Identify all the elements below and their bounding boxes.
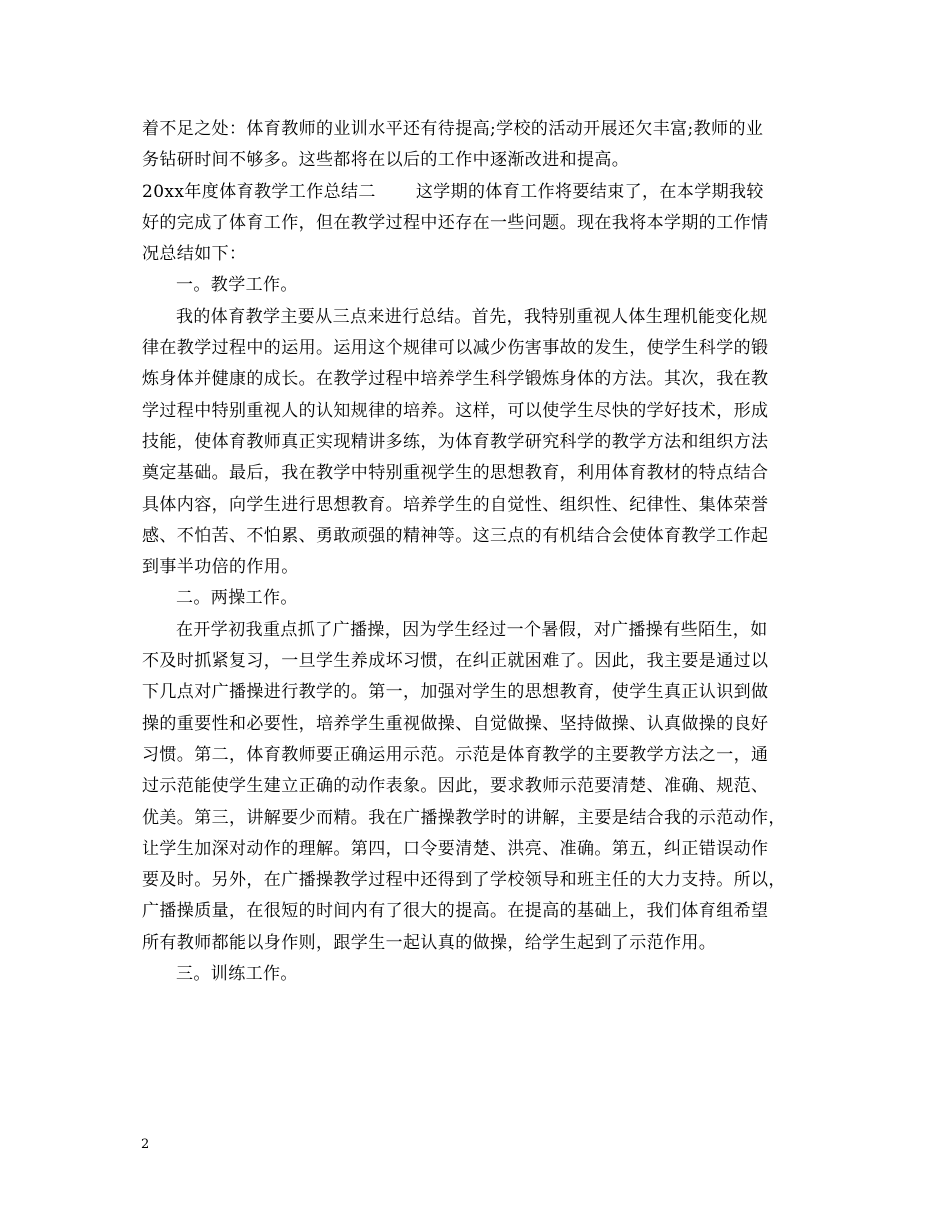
section-title: 二。两操工作。 (176, 588, 298, 609)
text-line: 学过程中特别重视人的认知规律的培养。这样，可以使学生尽快的学好技术，形成 (142, 400, 769, 421)
text-line: 习惯。第二，体育教师要正确运用示范。示范是体育教学的主要教学方法之一，通 (142, 744, 769, 765)
text-line: 过示范能使学生建立正确的动作表象。因此，要求教师示范要清楚、准确、规范、 (142, 776, 769, 797)
text-line: 所有教师都能以身作则，跟学生一起认真的做操，给学生起到了示范作用。 (142, 932, 717, 953)
text-line: 律在教学过程中的运用。运用这个规律可以减少伤害事故的发生，使学生科学的锻 (142, 338, 769, 359)
text-line: 不及时抓紧复习，一旦学生养成坏习惯，在纠正就困难了。因此，我主要是通过以 (142, 651, 769, 672)
heading-continuation: 这学期的体育工作将要结束了，在本学期我较 (415, 181, 764, 202)
text-line: 操的重要性和必要性，培养学生重视做操、自觉做操、坚持做操、认真做操的良好 (142, 713, 769, 734)
text-line: 优美。第三，讲解要少而精。我在广播操教学时的讲解，主要是结合我的示范动作， (142, 807, 786, 828)
document-body (142, 114, 818, 990)
paragraph-first-line: 在开学初我重点抓了广播操，因为学生经过一个暑假，对广播操有些陌生，如 (176, 619, 768, 640)
text-line: 好的完成了体育工作，但在教学过程中还存在一些问题。现在我将本学期的工作情 (142, 212, 769, 233)
text-line: 务钻研时间不够多。这些都将在以后的工作中逐渐改进和提高。 (142, 150, 630, 171)
text-line: 要及时。另外，在广播操教学过程中还得到了学校领导和班主任的大力支持。所以， (142, 870, 786, 891)
section-heading: 20xx年度体育教学工作总结二 (142, 181, 376, 202)
page-number: 2 (141, 1137, 150, 1152)
text-line: 具体内容，向学生进行思想教育。培养学生的自觉性、组织性、纪律性、集体荣誉 (142, 494, 769, 515)
text-line: 炼身体并健康的成长。在教学过程中培养学生科学锻炼身体的方法。其次，我在教 (142, 369, 769, 390)
text-line: 着不足之处：体育教师的业训水平还有待提高;学校的活动开展还欠丰富;教师的业 (142, 119, 764, 139)
text-line: 让学生加深对动作的理解。第四，口令要清楚、洪亮、准确。第五，纠正错误动作 (142, 838, 769, 859)
text-line: 奠定基础。最后，我在教学中特别重视学生的思想教育，利用体育教材的特点结合 (142, 463, 769, 484)
paragraph-first-line: 我的体育教学主要从三点来进行总结。首先，我特别重视人体生理机能变化规 (176, 306, 768, 327)
heading-line (142, 177, 818, 208)
text-line: 技能，使体育教师真正实现精讲多练，为体育教学研究科学的教学方法和组织方法 (142, 431, 769, 452)
text-line: 况总结如下： (142, 244, 247, 265)
text-line: 下几点对广播操进行教学的。第一，加强对学生的思想教育，使学生真正认识到做 (142, 682, 769, 703)
text-line: 感、不怕苦、不怕累、勇敢顽强的精神等。这三点的有机结合会使体育教学工作起 (142, 525, 769, 546)
section-title: 三。训练工作。 (176, 964, 298, 985)
text-line: 到事半功倍的作用。 (142, 557, 299, 578)
text-line: 广播操质量，在很短的时间内有了很大的提高。在提高的基础上，我们体育组希望 (142, 901, 769, 922)
section-title: 一。教学工作。 (176, 275, 298, 296)
